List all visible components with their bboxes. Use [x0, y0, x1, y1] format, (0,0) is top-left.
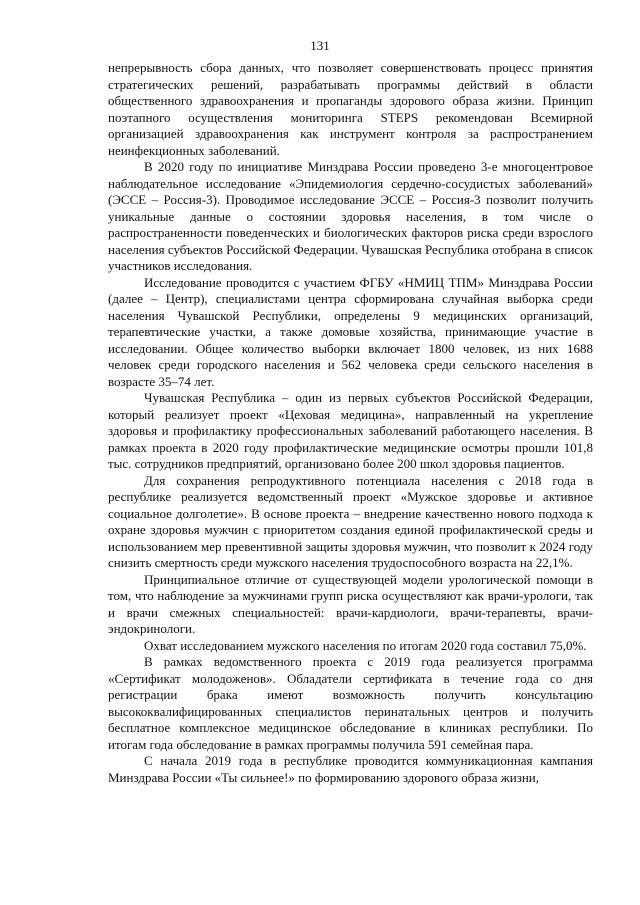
paragraph-7: Охват исследованием мужского населения по итогам 2020 года составил 75,0%.	[144, 637, 587, 653]
paragraph-2: В 2020 году по инициативе Минздрава России проведено 3-е многоцентровое наблюдательное исследование «Эпидемиология сердечно-сосудистых заболеваний» (ЭССЕ – Россия-3). Проводимое исследование ЭССЕ – Россия-3 позволит получить уникальные данные о состоянии здоровья населения, в том числе о распространенности поведенческих и биологических факторов риска среди взрослого населения субъектов Российской Федерации. Чувашская Республика отобрана в список участников исследования.	[108, 159, 593, 273]
paragraph-4: Чувашская Республика – один из первых субъектов Российской Федерации, который реализует проект «Цеховая медицина», направленный на укрепление здоровья и профилактику профессиональных заболеваний работающего населения. В рамках проекта в 2020 году профилактические медицинские осмотры прошли 101,8 тыс. сотрудников предприятий, организовано более 200 школ здоровья пациентов.	[108, 390, 593, 471]
paragraph-1: непрерывность сбора данных, что позволяет совершенствовать процесс принятия стратегических решений, разрабатывать программы действий в области общественного здравоохранения и пропаганды здорового образа жизни. Принцип поэтапного осуществления мониторинга STEPS рекомендован Всемирной организацией здравоохранения как инструмент контроля за распространением неинфекционных заболеваний.	[108, 60, 593, 158]
paragraph-5: Для сохранения репродуктивного потенциала населения с 2018 года в республике реализуется ведомственный проект «Мужское здоровье и активное социальное долголетие». В основе проекта – внедрение качественно нового подхода к охране здоровья мужчин с приоритетом создания единой профилактической среды и использованием мер превентивной защиты здоровья мужчин, что позволит к 2024 году снизить смертность среди мужского населения трудоспособного возраста на 22,1%.	[108, 472, 593, 570]
paragraph-8: В рамках ведомственного проекта с 2019 года реализуется программа «Сертификат молодоженов». Обладатели сертификата в течение года со дня регистрации брака имеют возможность получить консультацию высококвалифицированных специалистов перинатальных центров и получить бесплатное комплексное медицинское обследование в клиниках республики. По итогам года обследование в рамках программы получила 591 семейная пара.	[108, 654, 593, 752]
paragraph-6: Принципиальное отличие от существующей модели урологической помощи в том, что наблюдение за мужчинами групп риска осуществляют как врачи-урологи, так и врачи смежных специальностей: врачи-кардиологи, врачи-терапевты, врачи-эндокринологи.	[108, 571, 593, 636]
paragraph-3: Исследование проводится с участием ФГБУ «НМИЦ ТПМ» Минздрава России (далее – Центр), специалистами центра сформирована случайная выборка среди населения Чувашской Республики, определены 9 медицинских организаций, терапевтические участки, а также домовые хозяйства, принимающие участие в исследовании. Общее количество выборки включает 1800 человек, из них 1688 человек среди городского населения и 562 человека среди сельского населения в возрасте 35–74 лет.	[108, 274, 593, 389]
body-text	[108, 60, 593, 786]
page-number: 131	[310, 38, 330, 53]
paragraph-9: С начала 2019 года в республике проводится коммуникационная кампания Минздрава России «Ты сильнее!» по формированию здорового образа жизни,	[108, 753, 593, 785]
